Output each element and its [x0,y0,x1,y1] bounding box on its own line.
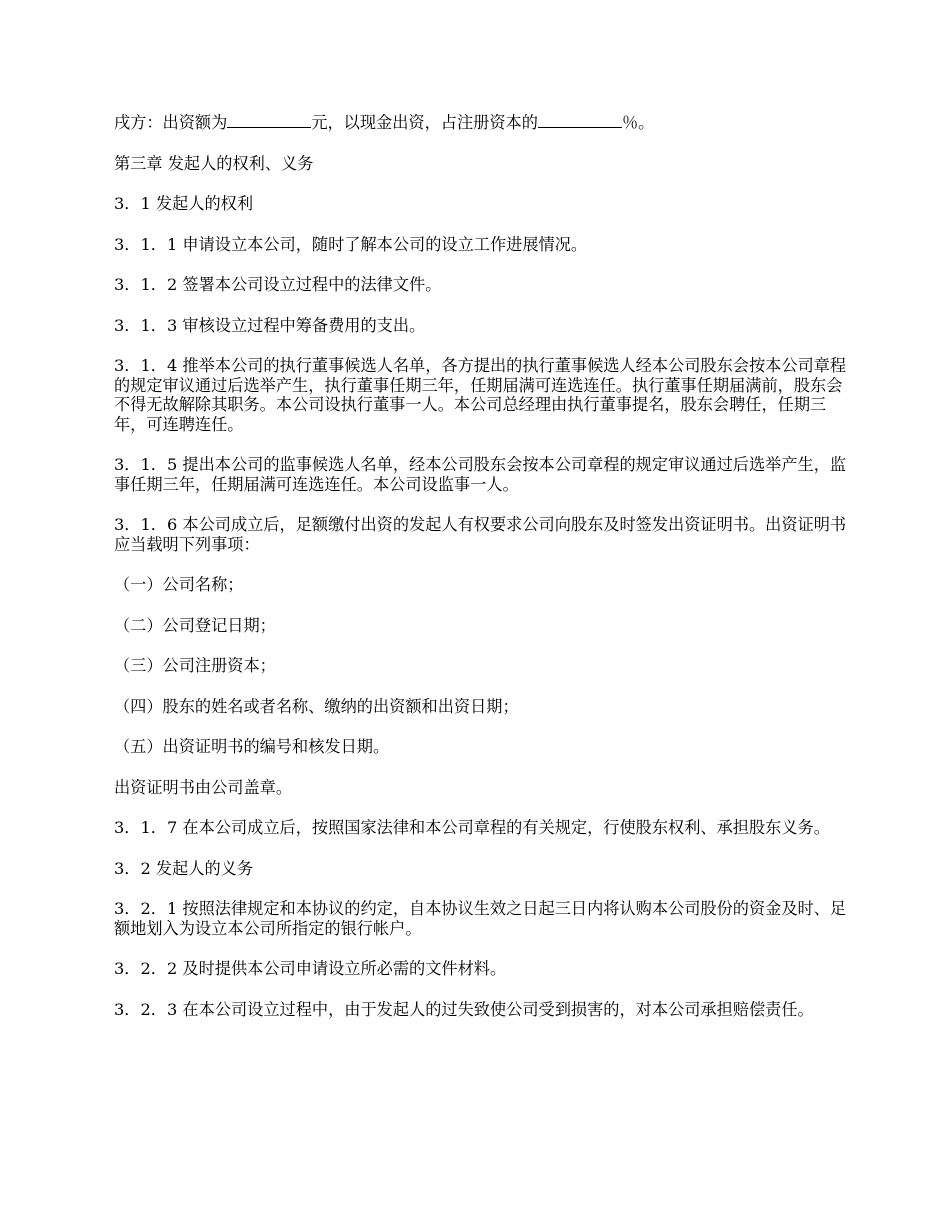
contribution-text-1: 戌方：出资额为 [114,113,228,132]
clause-3-1-7: 3．1．7 在本公司成立后，按照国家法律和本公司章程的有关规定，行使股东权利、承担股东义务。 [114,818,830,837]
clause-3-1-4: 3．1．4 推举本公司的执行董事候选人名单，各方提出的执行董事候选人经本公司股东会按本公司章程的规定审议通过后选举产生，执行董事任期三年，任期届满可连选连任。执行董事任期届满前，股东会不得无故解除其职务。本公司设执行董事一人。本公司总经理由执行董事提名，股东会聘任，任期三年，可连聘连任。 [114,356,847,434]
list-item-5: （五）出资证明书的编号和核发日期。 [114,737,390,756]
clause-3-1-3: 3．1．3 审核设立过程中筹备费用的支出。 [114,315,426,335]
clause-3-2-1: 3．2．1 按照法律规定和本协议的约定，自本协议生效之日起三日内将认购本公司股份的资金及时、足额地划入为设立本公司所指定的银行帐户。 [114,899,847,938]
seal-note: 出资证明书由公司盖章。 [114,777,293,797]
clause-3-1-2: 3．1．2 签署本公司设立过程中的法律文件。 [114,275,442,294]
contribution-text-3: ％。 [621,113,655,132]
list-item-4: （四）股东的姓名或者名称、缴纳的出资额和出资日期； [114,696,519,716]
document-page [114,112,849,1040]
chapter-heading: 第三章 发起人的权利、义务 [114,153,314,173]
clause-3-1-5: 3．1．5 提出本公司的监事候选人名单，经本公司股东会按本公司章程的规定审议通过后选举产生，监事任期三年，任期届满可连选连任。本公司设监事一人。 [114,455,847,494]
list-item-2: （二）公司登记日期； [114,615,276,635]
clause-3-2-2: 3．2．2 及时提供本公司申请设立所必需的文件材料。 [114,959,507,978]
clause-3-2-3: 3．2．3 在本公司设立过程中，由于发起人的过失致使公司受到损害的，对本公司承担赔偿责任。 [114,999,814,1019]
capital-contribution-line [114,112,849,133]
contribution-text-2: 元，以现金出资，占注册资本的 [311,113,538,132]
section-heading-obligations: 3．2 发起人的义务 [114,858,254,878]
percentage-blank [538,112,622,128]
amount-blank [227,112,311,128]
clause-3-1-1: 3．1．1 申请设立本公司，随时了解本公司的设立工作进展情况。 [114,234,588,254]
section-heading-rights: 3．1 发起人的权利 [114,194,254,213]
list-item-1: （一）公司名称； [114,575,244,594]
clause-3-1-6: 3．1．6 本公司成立后，足额缴付出资的发起人有权要求公司向股东及时签发出资证明书。出资证明书应当载明下列事项： [114,515,847,554]
list-item-3: （三）公司注册资本； [114,656,276,675]
